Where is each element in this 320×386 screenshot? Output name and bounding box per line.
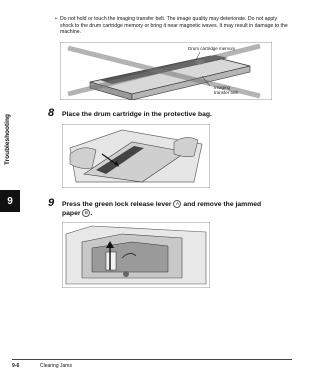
step-9-number: 9 xyxy=(48,197,55,209)
step-8-number: 8 xyxy=(48,107,55,119)
step-8-instruction: Place the drum cartridge in the protective bag. xyxy=(62,111,212,118)
footer-section-title: Clearing Jams xyxy=(40,363,72,369)
caution-note xyxy=(55,16,288,36)
bullet-mark: • xyxy=(55,16,57,22)
step-9-instruction xyxy=(62,200,272,218)
callout-a-icon: A xyxy=(173,200,181,208)
drum-cartridge-warning-figure xyxy=(60,42,272,100)
step-9-text-c: paper xyxy=(62,210,81,217)
cartridge-in-bag-figure xyxy=(62,124,210,188)
page-number: 9-6 xyxy=(12,363,20,369)
side-tab-label: Troubleshooting xyxy=(4,114,11,165)
step-9-text-b: and remove the jammed xyxy=(183,201,262,208)
caution-text: Do not hold or touch the imaging transfer belt. The image quality may deteriorate. Do not apply shock to the drum cartridge memory or bring it near magnetic waves. It may result in damage to the machine. xyxy=(60,16,288,36)
footer-divider xyxy=(12,359,292,360)
chapter-number-badge: 9 xyxy=(0,190,20,212)
belt-callout-line1: Imaging xyxy=(214,85,231,90)
step-9-text-d: . xyxy=(90,210,93,217)
belt-callout-line2: transfer belt xyxy=(214,90,238,95)
step-9-text-a: Press the green lock release lever xyxy=(62,201,172,208)
chapter-side-tab xyxy=(0,0,22,386)
drum-memory-callout: Drum cartridge memory xyxy=(188,46,236,51)
machine-interior-figure xyxy=(62,222,210,288)
callout-b-icon: B xyxy=(82,209,90,217)
